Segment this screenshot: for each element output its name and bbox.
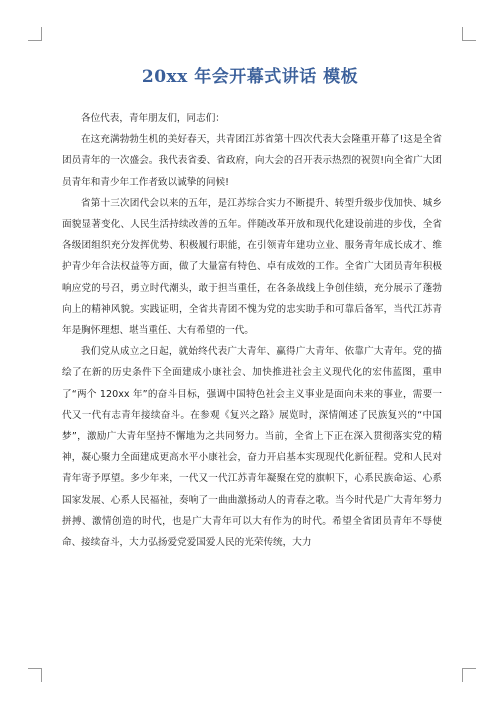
document-title: 20xx 年会开幕式讲话 模板 bbox=[141, 67, 359, 87]
crop-mark-bottom-left bbox=[28, 668, 42, 682]
body-paragraph-3: 我们党从成立之日起，就始终代表广大青年、赢得广大青年、依靠广大青年。党的描绘了在新的历史条件下全面建成小康社会、加快推进社会主义现代化的宏伟蓝图，重申了“两个 120xx 年”的奋斗目标，强调中国特色社会主义事业是面向未来的事业，需要一代又一代有志青年接续奋斗。在参观《复兴之路》展览时，深情阐述了民族复兴的“中国梦”，激励广大青年坚持不懈地为之共同努力。当前，全省上下正在深入贯彻落实党的精神，凝心聚力全面建成更高水平小康社会，奋力开启基本实现现代化新征程。党和人民对青年寄予厚望。多少年来，一代又一代江苏青年凝聚在党的旗帜下，心系民族命运、心系国家发展、心系人民福祉，奏响了一曲曲激扬动人的青春之歌。当今时代是广大青年努力拼搏、激情创造的时代，也是广大青年可以大有作为的时代。希望全省团员青年不辱使命、接续奋斗，大力弘扬爱党爱国爱人民的光荣传统，大力 bbox=[62, 346, 442, 549]
greeting-paragraph: 各位代表，青年朋友们，同志们： bbox=[81, 113, 225, 124]
crop-mark-top-left bbox=[28, 27, 42, 41]
crop-mark-top-right bbox=[462, 27, 476, 41]
body-paragraph-1: 在这充满勃勃生机的美好春天，共青团江苏省第十四次代表大会隆重开幕了!这是全省团员青年的一次盛会。我代表省委、省政府，向大会的召开表示热烈的祝贺!向全省广大团员青年和青少年工作者致以诚挚的问候! bbox=[62, 134, 442, 188]
crop-mark-bottom-right bbox=[462, 668, 476, 682]
document-body bbox=[62, 108, 442, 553]
body-paragraph-2: 省第十三次团代会以来的五年，是江苏综合实力不断提升、转型升级步伐加快、城乡面貌显著变化、人民生活持续改善的五年。伴随改革开放和现代化建设前进的步伐，全省各级团组织充分发挥优势、积极履行职能，在引领青年建功立业、服务青年成长成才、维护青少年合法权益等方面，做了大量富有特色、卓有成效的工作。全省广大团员青年积极响应党的号召，勇立时代潮头，敢于担当重任，在各条战线上争创佳绩，充分展示了蓬勃向上的精神风貌。实践证明，全省共青团不愧为党的忠实助手和可靠后备军，当代江苏青年是胸怀理想、堪当重任、大有希望的一代。 bbox=[62, 197, 442, 337]
